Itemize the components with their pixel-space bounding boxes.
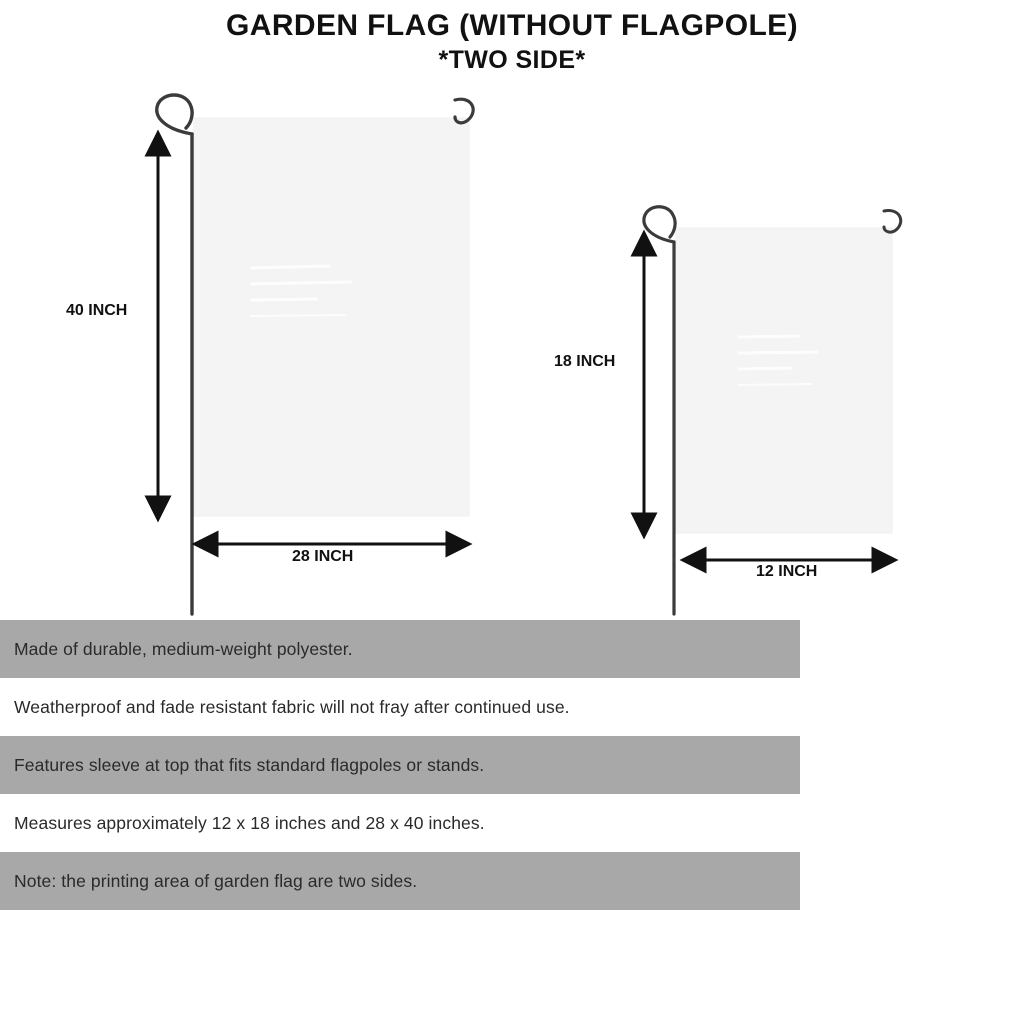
large-flag-pole (157, 95, 192, 614)
small-flag-fabric (676, 228, 892, 533)
list-item (0, 794, 800, 852)
feature-text: Features sleeve at top that fits standard flagpoles or stands. (14, 754, 485, 775)
feature-text: Note: the printing area of garden flag are two sides. (14, 870, 418, 891)
feature-text: Weatherproof and fade resistant fabric will not fray after continued use. (14, 696, 570, 717)
title-line-1: GARDEN FLAG (WITHOUT FLAGPOLE) (226, 9, 798, 42)
large-flag-height-label: 40 INCH (66, 302, 128, 319)
feature-list (0, 620, 800, 910)
title-line-2: *TWO SIDE* (438, 46, 586, 74)
large-flag-fabric (194, 118, 469, 516)
list-item (0, 852, 800, 910)
small-flag-pole (644, 207, 675, 614)
list-item (0, 736, 800, 794)
list-item (0, 620, 800, 678)
large-flag-width-label: 28 INCH (292, 548, 354, 565)
small-flag-height-label: 18 INCH (554, 353, 616, 370)
feature-text: Measures approximately 12 x 18 inches and 28 x 40 inches. (14, 812, 485, 833)
list-item (0, 678, 800, 736)
feature-text: Made of durable, medium-weight polyester. (14, 638, 353, 659)
small-flag-width-label: 12 INCH (756, 563, 818, 580)
